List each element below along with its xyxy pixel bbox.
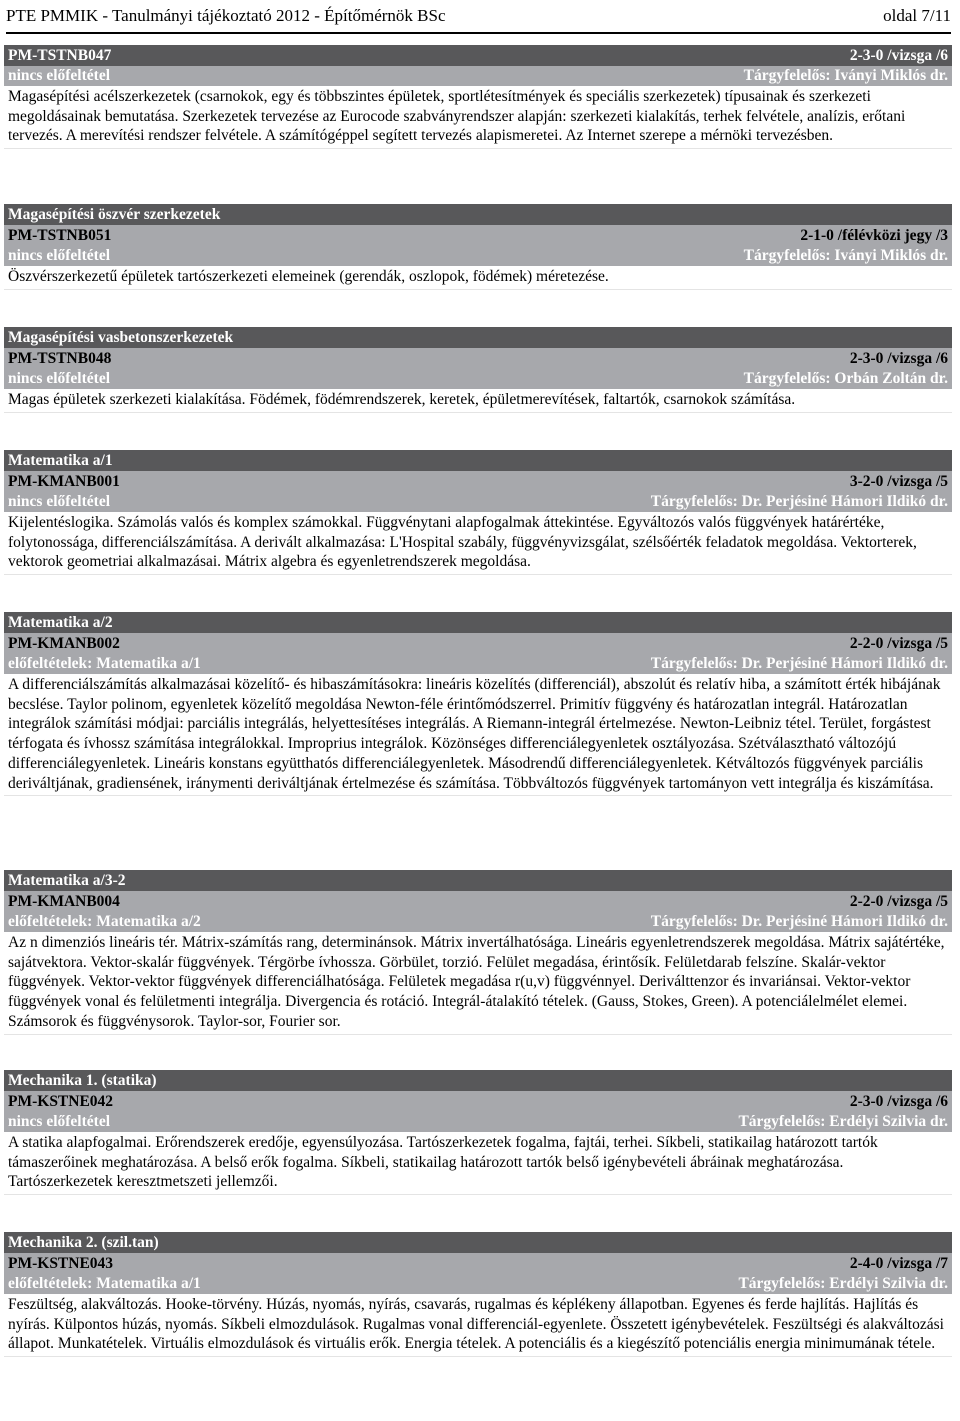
course-meta-row [4,369,952,389]
course-prerequisite: nincs előfeltétel [8,493,111,510]
course-title: Magasépítési öszvér szerkezetek [4,204,952,225]
course-code-row [4,1091,952,1112]
page-header [6,0,951,34]
course-code-row [4,1253,952,1274]
document-title: PTE PMMIK - Tanulmányi tájékoztató 2012 - Építőmérnök BSc [6,6,446,25]
course-meta-row [4,66,952,86]
course-block [4,450,952,575]
course-credits: 3-2-0 /vizsga /5 [849,473,948,490]
course-responsible: Tárgyfelelős: Dr. Perjésiné Hámori Ildikó dr. [650,493,948,510]
course-credits: 2-1-0 /félévközi jegy /3 [800,227,948,244]
course-description: Magas épületek szerkezeti kialakítása. Födémek, födémrendszerek, keretek, épületmerevítések, faltartók, csarnokok számítása. [4,389,952,413]
course-code: PM-KSTNE043 [8,1255,114,1272]
course-prerequisite: előfeltételek: Matematika a/1 [8,655,201,672]
course-prerequisite: előfeltételek: Matematika a/2 [8,913,201,930]
course-title: Mechanika 1. (statika) [4,1070,952,1091]
course-responsible: Tárgyfelelős: Orbán Zoltán dr. [743,370,948,387]
course-credits: 2-2-0 /vizsga /5 [849,893,948,910]
course-code: PM-TSTNB047 [8,47,112,64]
course-meta-row [4,246,952,266]
page-number: oldal 7/11 [883,6,951,25]
course-code: PM-KMANB004 [8,893,120,910]
course-credits: 2-4-0 /vizsga /7 [849,1255,948,1272]
course-responsible: Tárgyfelelős: Dr. Perjésiné Hámori Ildikó dr. [650,913,948,930]
course-credits: 2-3-0 /vizsga /6 [849,350,948,367]
course-meta-row [4,492,952,512]
course-code-row [4,633,952,654]
course-description: Magasépítési acélszerkezetek (csarnokok, egy és többszintes épületek, sportlétesítmények és speciális szerkezetek) típusainak és szerkezeti megoldásainak bemutatása. Szerkezetek tervezése az Eurocode szabványrendszer alapján: szerkezeti kialakítás, terhek felvétele, analízis, erőtani tervezés. A merevítési rendszer felvétele. A számítógéppel segített tervezés alapismeretei. Az Internet szerepe a mérnöki tervezésben. [4,86,952,149]
course-title: Matematika a/3-2 [4,870,952,891]
course-prerequisite: nincs előfeltétel [8,247,111,264]
course-meta-row [4,1112,952,1132]
course-credits: 2-3-0 /vizsga /6 [849,1093,948,1110]
course-code-row [4,891,952,912]
course-prerequisite: előfeltételek: Matematika a/1 [8,1275,201,1292]
course-description: Kijelentéslogika. Számolás valós és komplex számokkal. Függvénytani alapfogalmak áttekintése. Egyváltozós valós függvények határértéke, folytonossága, differenciálszámítása. A derivált alkalmazása: L'Hospital szabály, függvényvizsgálat, szélsőérték feladatok megoldása. Vektorterek, vektorok geometriai alkalmazásai. Mátrix algebra és egyenletrendszerek megoldása. [4,512,952,575]
course-credits: 2-2-0 /vizsga /5 [849,635,948,652]
course-code: PM-TSTNB051 [8,227,112,244]
course-prerequisite: nincs előfeltétel [8,1113,111,1130]
course-prerequisite: nincs előfeltétel [8,370,111,387]
course-description: A statika alapfogalmai. Erőrendszerek eredője, egyensúlyozása. Tartószerkezetek fogalma, fajtái, terhei. Síkbeli, statikailag határozott tartók támaszerőinek meghatározása. A belső erők fogalma. Síkbeli, statikailag határozott tartók belső igénybevételi ábráinak meghatározása. Tartószerkezetek keresztmetszeti jellemzői. [4,1132,952,1195]
course-code-row [4,225,952,246]
course-title: Magasépítési vasbetonszerkezetek [4,327,952,348]
course-block [4,612,952,796]
course-title: Matematika a/1 [4,450,952,471]
course-meta-row [4,1274,952,1294]
course-description: A differenciálszámítás alkalmazásai közelítő- és hibaszámításokra: lineáris közelítés (differenciál), abszolút és relatív hiba, a számított érték hibájának becslése. Taylor polinom, egyenletek közelítő megoldása Newton-féle érintőmódszerrel. Primitív függvény és határozatlan integrál. Határozatlan integrálok számítási módjai: parciális integrálás, helyettesítéses integrálás. A Riemann-integrál értelmezése. Newton-Leibniz tétel. Terület, forgástest térfogata és ívhossz számítása integrálokkal. Improprius integrálok. Közönséges differenciálegyenletek osztályozása. Szétválasztható változójú differenciálegyenletek. Lineáris konstans együtthatós differenciálegyenletek. Másodrendű differenciálegyenletek. Kétváltozós függvények parciális deriváltjának, gradiensének, iránymenti deriváltjának értelmezése és számítása. Többváltozós függvények tartományon vett integrálja és kiszámítása. [4,674,952,796]
course-meta-row [4,654,952,674]
course-block [4,204,952,290]
course-credits: 2-3-0 /vizsga /6 [849,47,948,64]
course-responsible: Tárgyfelelős: Erdélyi Szilvia dr. [738,1113,948,1130]
course-code: PM-KSTNE042 [8,1093,114,1110]
course-block [4,327,952,413]
course-prerequisite: nincs előfeltétel [8,67,111,84]
course-block [4,870,952,1035]
course-block [4,1070,952,1195]
course-code: PM-TSTNB048 [8,350,112,367]
course-responsible: Tárgyfelelős: Iványi Miklós dr. [743,247,948,264]
course-title: Matematika a/2 [4,612,952,633]
course-code-row [4,45,952,66]
course-block [4,1232,952,1357]
course-meta-row [4,912,952,932]
course-block [4,45,952,149]
course-description: Az n dimenziós lineáris tér. Mátrix-számítás rang, determinánsok. Mátrix invertálhatósága. Lineáris egyenletrendszerek megoldása. Mátrix sajátértéke, sajátvektora. Vektor-skalár függvények. Térgörbe ívhossza. Görbület, torzió. Felület megadása, érintősík. Felületdarab felszíne. Skalár-vektor függvények. Vektor-vektor függvények differenciálhatósága. Felületek megadása r(u,v) függvénnyel. Deriválttenzor és invariánsai. Vektor-vektor függvények vonal és felületmenti integrálja. Divergencia és rotáció. Integrál-átalakító tételek. (Gauss, Stokes, Green). A potenciálelmélet elemei. Számsorok és függvénysorok. Taylor-sor, Fourier sor. [4,932,952,1035]
course-code-row [4,471,952,492]
course-responsible: Tárgyfelelős: Erdélyi Szilvia dr. [738,1275,948,1292]
course-description: Öszvérszerkezetű épületek tartószerkezeti elemeinek (gerendák, oszlopok, födémek) méretezése. [4,266,952,290]
course-responsible: Tárgyfelelős: Iványi Miklós dr. [743,67,948,84]
course-description: Feszültség, alakváltozás. Hooke-törvény. Húzás, nyomás, nyírás, csavarás, rugalmas és képlékeny állapotban. Egyenes és ferde hajlítás. Hajlítás és nyírás. Külpontos húzás, nyomás. Síkbeli elmozdulások. Rugalmas vonal differenciál-egyenlete. Összetett igénybevételek. Feszültségi és alakváltozási állapot. Munkatételek. Virtuális elmozdulások és virtuális erők. Energia tételek. A potenciális és a kiegészítő potenciális energia minimumának tétele. [4,1294,952,1357]
course-responsible: Tárgyfelelős: Dr. Perjésiné Hámori Ildikó dr. [650,655,948,672]
course-code: PM-KMANB002 [8,635,120,652]
course-title: Mechanika 2. (szil.tan) [4,1232,952,1253]
course-code-row [4,348,952,369]
course-code: PM-KMANB001 [8,473,120,490]
